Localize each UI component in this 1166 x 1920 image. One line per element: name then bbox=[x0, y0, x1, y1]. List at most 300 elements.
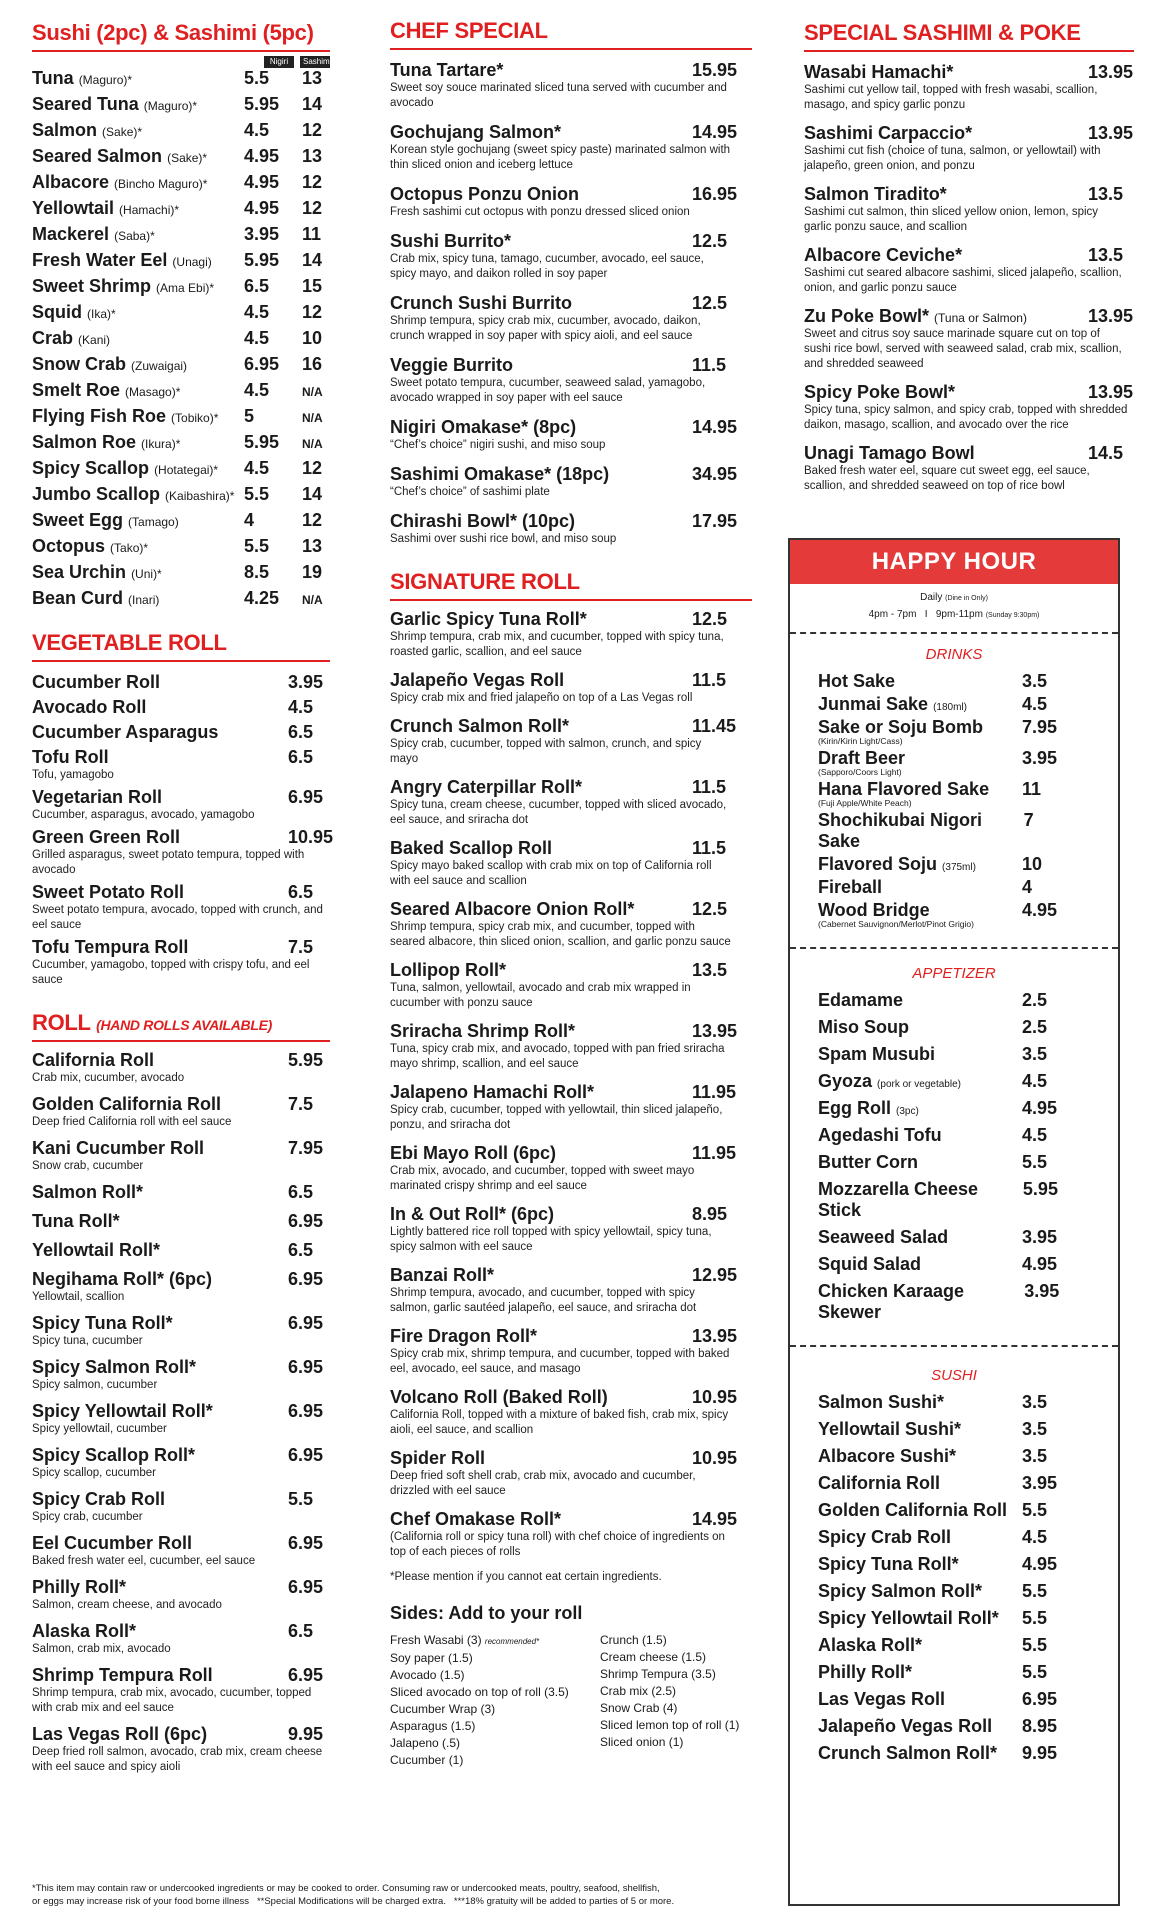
hh-item-name bbox=[818, 1554, 959, 1575]
hh-row bbox=[818, 1473, 1082, 1494]
nigiri-price: 4 bbox=[244, 510, 255, 530]
vegetable-roll-item bbox=[32, 722, 330, 743]
hh-item-name bbox=[818, 1281, 1024, 1323]
hh-item-name-text: Mozzarella Cheese Stick bbox=[818, 1179, 979, 1220]
hh-item-name-text: Hana Flavored Sake bbox=[818, 779, 990, 799]
hh-item-name-text: Edamame bbox=[818, 990, 904, 1010]
hh-row bbox=[818, 1152, 1082, 1173]
item-name-text: Tofu Tempura Roll bbox=[32, 937, 189, 957]
sushi-name bbox=[32, 380, 244, 401]
item-name bbox=[390, 464, 609, 485]
item-description: Yellowtail, scallion bbox=[32, 1291, 125, 1303]
hh-item-price: 5.5 bbox=[1022, 1581, 1048, 1601]
hh-item-name-text: Chicken Karaage Skewer bbox=[818, 1281, 965, 1322]
item-row bbox=[390, 60, 752, 81]
item-name bbox=[390, 293, 572, 314]
special-sashimi-item bbox=[804, 443, 1134, 494]
item-price: 12.95 bbox=[692, 1265, 738, 1285]
roll-item bbox=[32, 1533, 330, 1569]
item-price: 11.5 bbox=[692, 838, 727, 858]
item-name-text: Sushi Burrito* bbox=[390, 231, 512, 251]
hh-sushi-item bbox=[818, 1689, 1082, 1710]
chef-special-item bbox=[390, 417, 752, 453]
sushi-name bbox=[32, 94, 244, 115]
item-name-text: Albacore Ceviche* bbox=[804, 245, 963, 265]
hh-item-name-text: Wood Bridge bbox=[818, 900, 930, 920]
item-name bbox=[804, 443, 975, 464]
happy-hour-schedule bbox=[790, 584, 1118, 624]
hh-item-name-text: Golden California Roll bbox=[818, 1500, 1008, 1520]
item-row bbox=[32, 1665, 330, 1686]
sashimi-price: 13 bbox=[302, 146, 323, 166]
sushi-name-text: Spicy Scallop bbox=[32, 458, 150, 478]
hh-item-price: 7.95 bbox=[1022, 717, 1058, 737]
roll-item bbox=[32, 1050, 330, 1086]
hh-row bbox=[818, 1392, 1082, 1413]
recommended-note: recommended* bbox=[484, 1637, 540, 1646]
sushi-japanese-name: (Sake)* bbox=[167, 151, 208, 165]
hh-row bbox=[818, 1179, 1082, 1221]
divider bbox=[790, 1345, 1118, 1347]
hh-item-name bbox=[818, 1254, 921, 1275]
item-price: 6.95 bbox=[288, 787, 324, 807]
hh-row bbox=[818, 877, 1082, 898]
signature-roll-item bbox=[390, 777, 752, 828]
item-price: 6.5 bbox=[288, 1182, 314, 1202]
hh-row bbox=[818, 1689, 1082, 1710]
hh-sushi-item bbox=[818, 1581, 1082, 1602]
sushi-name bbox=[32, 432, 244, 453]
side-item-text: Cucumber (1) bbox=[390, 1753, 464, 1767]
hh-item-name-text: Butter Corn bbox=[818, 1152, 918, 1172]
item-name-text: Jalapeño Vegas Roll bbox=[390, 670, 565, 690]
item-name bbox=[390, 1265, 494, 1286]
item-name bbox=[32, 1182, 143, 1203]
item-name-text: Spicy Salmon Roll* bbox=[32, 1357, 197, 1377]
item-name-text: Cucumber Roll bbox=[32, 672, 161, 692]
item-description: Sashimi cut salmon, thin sliced yellow onion, lemon, spicy garlic ponzu sauce, and scallion bbox=[804, 206, 1099, 233]
vegetable-roll-item bbox=[32, 882, 330, 933]
item-name-text: Octopus Ponzu Onion bbox=[390, 184, 579, 204]
item-row bbox=[390, 293, 752, 314]
sushi-name bbox=[32, 588, 244, 609]
item-row bbox=[32, 1269, 330, 1290]
item-name bbox=[390, 1021, 575, 1042]
side-item: Sliced onion (1) bbox=[600, 1735, 684, 1749]
hh-item-price: 4.95 bbox=[1022, 1254, 1058, 1274]
hh-row bbox=[818, 900, 1082, 921]
item-price: 6.5 bbox=[288, 722, 314, 742]
hh-item-name bbox=[818, 877, 882, 898]
sushi-row bbox=[32, 68, 330, 94]
item-row bbox=[32, 1533, 330, 1554]
item-name-text: Vegetarian Roll bbox=[32, 787, 163, 807]
item-row bbox=[32, 672, 330, 693]
roll-item bbox=[32, 1240, 330, 1261]
item-description: Sweet and citrus soy sauce marinade square cut on top of sushi rice bowl, served with seaweed salad, crab mix, scallion, and shredded seaweed bbox=[804, 328, 1122, 370]
item-name-text: Kani Cucumber Roll bbox=[32, 1138, 205, 1158]
sushi-japanese-name: (Kaibashira)* bbox=[165, 489, 235, 503]
hh-row bbox=[818, 1419, 1082, 1440]
hh-sushi-list bbox=[790, 1392, 1118, 1764]
signature-roll-item bbox=[390, 609, 752, 660]
item-description: Deep fried soft shell crab, crab mix, avocado and cucumber, drizzled with eel sauce bbox=[390, 1470, 696, 1497]
nigiri-price: 4.5 bbox=[244, 120, 270, 140]
item-name bbox=[390, 960, 506, 981]
sushi-name-text: Smelt Roe bbox=[32, 380, 121, 400]
sushi-row bbox=[32, 510, 330, 536]
hh-item-price: 4.5 bbox=[1022, 1125, 1048, 1145]
item-name-text: Sashimi Carpaccio* bbox=[804, 123, 973, 143]
side-item bbox=[390, 1632, 600, 1650]
sashimi-price: N/A bbox=[302, 593, 323, 607]
item-name-text: Eel Cucumber Roll bbox=[32, 1533, 193, 1553]
item-row bbox=[390, 464, 752, 485]
side-item: Shrimp Tempura (3.5) bbox=[600, 1667, 716, 1681]
appetizer-item bbox=[818, 1281, 1082, 1323]
item-name bbox=[32, 1313, 173, 1334]
item-name bbox=[32, 1269, 212, 1290]
hh-item-note: (Fuji Apple/White Peach) bbox=[818, 798, 912, 808]
appetizer-item bbox=[818, 1017, 1082, 1038]
item-description: Snow crab, cucumber bbox=[32, 1160, 144, 1172]
item-row bbox=[390, 777, 752, 798]
item-price: 13.95 bbox=[1088, 382, 1134, 402]
item-name bbox=[390, 1387, 608, 1408]
item-price: 13.95 bbox=[692, 1326, 738, 1346]
appetizer-item bbox=[818, 1152, 1082, 1173]
item-price: 6.95 bbox=[288, 1211, 324, 1231]
roll-item bbox=[32, 1724, 330, 1775]
item-price: 6.5 bbox=[288, 1621, 314, 1641]
item-price: 13.5 bbox=[692, 960, 728, 980]
side-item bbox=[390, 1735, 600, 1752]
item-price: 14.95 bbox=[692, 417, 738, 437]
item-description: Salmon, cream cheese, and avocado bbox=[32, 1599, 222, 1611]
item-price: 14.5 bbox=[1088, 443, 1124, 463]
sushi-name bbox=[32, 536, 244, 557]
happy-hour-daily bbox=[790, 590, 1118, 607]
item-name bbox=[32, 827, 180, 848]
signature-roll-item bbox=[390, 716, 752, 767]
item-price: 10.95 bbox=[692, 1387, 738, 1407]
item-description: Shrimp tempura, avocado, and cucumber, topped with spicy salmon, garlic sautéed jalapeño, eel sauce, and sriracha dot bbox=[390, 1287, 697, 1314]
hh-sushi-item bbox=[818, 1716, 1082, 1737]
hh-item-sub: (3pc) bbox=[896, 1106, 919, 1117]
item-row bbox=[32, 1401, 330, 1422]
hh-item-name-text: Crunch Salmon Roll* bbox=[818, 1743, 998, 1763]
sushi-japanese-name: (Maguro)* bbox=[143, 99, 198, 113]
item-price: 7.95 bbox=[288, 1138, 324, 1158]
appetizer-list bbox=[790, 990, 1118, 1323]
roll-item bbox=[32, 1269, 330, 1305]
nigiri-price: 5.95 bbox=[244, 94, 280, 114]
sashimi-price: 12 bbox=[302, 172, 323, 192]
hh-item-price: 4 bbox=[1022, 877, 1033, 897]
hh-item-name bbox=[818, 717, 983, 738]
item-name bbox=[390, 777, 582, 798]
item-name bbox=[32, 1094, 221, 1115]
item-row bbox=[32, 937, 330, 958]
sushi-row bbox=[32, 380, 330, 406]
item-name-text: Tuna Roll* bbox=[32, 1211, 120, 1231]
sushi-japanese-name: (Maguro)* bbox=[78, 73, 133, 87]
sushi-japanese-name: (Ikura)* bbox=[141, 437, 181, 451]
item-name-text: Baked Scallop Roll bbox=[390, 838, 553, 858]
hh-item-name-text: Draft Beer bbox=[818, 748, 906, 768]
side-item: Crab mix (2.5) bbox=[600, 1684, 677, 1698]
item-price: 7.5 bbox=[288, 1094, 314, 1114]
sashimi-price: 10 bbox=[302, 328, 323, 348]
item-row bbox=[32, 1724, 330, 1745]
hh-item-name bbox=[818, 990, 903, 1011]
item-row bbox=[804, 62, 1134, 83]
item-row bbox=[804, 382, 1134, 403]
item-row bbox=[390, 1021, 752, 1042]
sushi-name bbox=[32, 172, 244, 193]
hh-row bbox=[818, 1098, 1082, 1119]
item-description: Deep fried California roll with eel sauce bbox=[32, 1116, 232, 1128]
item-price: 6.95 bbox=[288, 1577, 324, 1597]
hh-item-price: 4.95 bbox=[1022, 1554, 1058, 1574]
hh-item-name-text: Egg Roll bbox=[818, 1098, 891, 1118]
sashimi-header: Sashimi bbox=[300, 56, 330, 68]
sushi-name bbox=[32, 328, 244, 349]
special-sashimi-title: SPECIAL SASHIMI & POKE bbox=[804, 20, 1134, 52]
item-name bbox=[390, 1082, 594, 1103]
hh-item-name bbox=[818, 854, 976, 875]
sushi-name-text: Jumbo Scallop bbox=[32, 484, 161, 504]
item-name bbox=[390, 1448, 485, 1469]
footer-line-2: or eggs may increase risk of your food borne illness **Special Modifications will be charged extra. ***18% gratuity will be added to parties of 5 or more. bbox=[32, 1896, 675, 1907]
hh-item-name bbox=[818, 1152, 918, 1173]
side-item: Snow Crab (4) bbox=[600, 1701, 678, 1715]
sushi-japanese-name: (Hotategai)* bbox=[154, 463, 219, 477]
hh-item-name-text: Spicy Yellowtail Roll* bbox=[818, 1608, 999, 1628]
sushi-name-text: Salmon Roe bbox=[32, 432, 137, 452]
hh-item-price: 3.5 bbox=[1022, 1392, 1048, 1412]
sashimi-price: 11 bbox=[302, 224, 322, 244]
hh-item-name bbox=[818, 1446, 956, 1467]
nigiri-price: 5 bbox=[244, 406, 255, 426]
appetizer-item bbox=[818, 1254, 1082, 1275]
item-row bbox=[32, 1357, 330, 1378]
hh-item-name-text: Sake or Soju Bomb bbox=[818, 717, 984, 737]
sushi-name-text: Sea Urchin bbox=[32, 562, 127, 582]
nigiri-price: 4.5 bbox=[244, 302, 270, 322]
item-price: 11.5 bbox=[692, 355, 727, 375]
item-name bbox=[390, 184, 579, 205]
signature-roll-item bbox=[390, 670, 752, 706]
item-row bbox=[32, 1240, 330, 1261]
item-price: 13.5 bbox=[1088, 184, 1124, 204]
drinks-list bbox=[790, 671, 1118, 929]
item-name-text: Angry Caterpillar Roll* bbox=[390, 777, 583, 797]
item-name-text: Crunch Sushi Burrito bbox=[390, 293, 573, 313]
item-description: Spicy crab mix, shrimp tempura, and cucumber, topped with baked eel, avocado, eel sauce, and masago bbox=[390, 1348, 730, 1375]
item-description: Sashimi cut yellow tail, topped with fresh wasabi, scallion, masago, and spicy garlic ponzu bbox=[804, 84, 1098, 111]
item-price: 6.5 bbox=[288, 1240, 314, 1260]
hh-item-name-text: Spicy Salmon Roll* bbox=[818, 1581, 983, 1601]
hh-item-price: 7 bbox=[1023, 810, 1034, 830]
sushi-row bbox=[32, 536, 330, 562]
item-row bbox=[390, 1265, 752, 1286]
sashimi-price: N/A bbox=[302, 437, 323, 451]
item-description: Spicy mayo baked scallop with crab mix on top of California roll with eel sauce and scallion bbox=[390, 860, 712, 887]
sushi-name bbox=[32, 354, 244, 375]
nigiri-price: 4.95 bbox=[244, 198, 280, 218]
chef-special-item bbox=[390, 231, 752, 282]
hh-item-sub: (180ml) bbox=[933, 702, 967, 713]
item-row bbox=[390, 1509, 752, 1530]
hh-row bbox=[818, 1071, 1082, 1092]
item-description: Tuna, spicy crab mix, and avocado, topped with pan fried sriracha mayo shrimp, scallion, and eel sauce bbox=[390, 1043, 725, 1070]
sushi-japanese-name: (Ika)* bbox=[87, 307, 116, 321]
item-name bbox=[32, 882, 184, 903]
sides-grid bbox=[390, 1632, 752, 1769]
special-sashimi-item bbox=[804, 306, 1134, 372]
sushi-name bbox=[32, 224, 244, 245]
sushi-name-text: Snow Crab bbox=[32, 354, 127, 374]
sushi-row bbox=[32, 276, 330, 302]
sushi-name-text: Seared Tuna bbox=[32, 94, 139, 114]
hh-row bbox=[818, 779, 1082, 800]
sushi-japanese-name: (Masago)* bbox=[125, 385, 181, 399]
hh-item-price: 4.5 bbox=[1022, 1527, 1048, 1547]
drink-item bbox=[818, 748, 1082, 777]
item-row bbox=[32, 1621, 330, 1642]
item-description: Deep fried roll salmon, avocado, crab mix, cream cheese with eel sauce and spicy aioli bbox=[32, 1746, 323, 1773]
item-description: Sweet soy souce marinated sliced tuna served with cucumber and avocado bbox=[390, 82, 727, 109]
drink-item bbox=[818, 694, 1082, 715]
sushi-name-text: Bean Curd bbox=[32, 588, 124, 608]
appetizer-item bbox=[818, 1179, 1082, 1221]
item-row bbox=[390, 899, 752, 920]
drink-item bbox=[818, 810, 1082, 852]
item-description: Sweet potato tempura, avocado, topped with crunch, and eel sauce bbox=[32, 904, 323, 931]
signature-roll-item bbox=[390, 1448, 752, 1499]
chef-special-list bbox=[390, 60, 752, 547]
roll-item bbox=[32, 1182, 330, 1203]
item-price: 12.5 bbox=[692, 293, 728, 313]
sushi-japanese-name: (Sake)* bbox=[102, 125, 143, 139]
item-row bbox=[390, 1387, 752, 1408]
item-name bbox=[390, 838, 552, 859]
side-item-text: Asparagus (1.5) bbox=[390, 1719, 476, 1733]
item-name bbox=[32, 1577, 126, 1598]
sushi-name-text: Seared Salmon bbox=[32, 146, 163, 166]
item-name-text: Garlic Spicy Tuna Roll* bbox=[390, 609, 587, 629]
hh-sushi-item bbox=[818, 1392, 1082, 1413]
item-name bbox=[32, 1211, 120, 1232]
roll-item bbox=[32, 1138, 330, 1174]
hh-item-name bbox=[818, 1716, 992, 1737]
sushi-japanese-name: (Saba)* bbox=[114, 229, 155, 243]
nigiri-price: 5.5 bbox=[244, 68, 270, 88]
item-name bbox=[32, 1665, 213, 1686]
sashimi-price: N/A bbox=[302, 385, 323, 399]
item-name bbox=[390, 60, 503, 81]
sushi-row bbox=[32, 224, 330, 250]
item-name-text: Crunch Salmon Roll* bbox=[390, 716, 570, 736]
hh-item-name-text: Yellowtail Sushi* bbox=[818, 1419, 962, 1439]
roll-title-text: ROLL bbox=[32, 1010, 91, 1035]
item-row bbox=[390, 1204, 752, 1225]
sashimi-price: 12 bbox=[302, 302, 323, 322]
item-description: Sashimi cut seared albacore sashimi, sliced jalapeño, scallion, onion, and garlic ponzu sauce bbox=[804, 267, 1122, 294]
hh-sushi-item bbox=[818, 1473, 1082, 1494]
sushi-name bbox=[32, 146, 244, 167]
hh-sushi-item bbox=[818, 1527, 1082, 1548]
vegetable-roll-item bbox=[32, 672, 330, 693]
roll-item bbox=[32, 1357, 330, 1393]
item-name-text: Ebi Mayo Roll (6pc) bbox=[390, 1143, 557, 1163]
item-name-text: Veggie Burrito bbox=[390, 355, 514, 375]
item-name bbox=[804, 123, 972, 144]
happy-hour-times bbox=[790, 607, 1118, 624]
item-name bbox=[390, 670, 564, 691]
item-description: Baked fresh water eel, square cut sweet egg, eel sauce, scallion, and shredded seaweed on top of rice bowl bbox=[804, 465, 1090, 492]
item-row bbox=[390, 184, 752, 205]
item-row bbox=[390, 960, 752, 981]
item-price: 17.95 bbox=[692, 511, 738, 531]
hh-item-name bbox=[818, 1071, 961, 1092]
sushi-japanese-name: (Unagi) bbox=[172, 255, 212, 269]
item-name-text: Banzai Roll* bbox=[390, 1265, 495, 1285]
signature-roll-list bbox=[390, 609, 752, 1560]
hh-item-name bbox=[818, 1635, 922, 1656]
hh-sushi-item bbox=[818, 1419, 1082, 1440]
item-row bbox=[804, 123, 1134, 144]
item-description: “Chef’s choice” of sashimi plate bbox=[390, 486, 550, 498]
nigiri-header: Nigiri bbox=[264, 56, 294, 68]
hh-sushi-item bbox=[818, 1743, 1082, 1764]
sashimi-price: 13 bbox=[302, 536, 323, 556]
hh-item-name bbox=[818, 900, 930, 921]
sashimi-price: N/A bbox=[302, 411, 323, 425]
item-description: Cucumber, yamagobo, topped with crispy tofu, and eel sauce bbox=[32, 959, 310, 986]
item-row bbox=[390, 231, 752, 252]
hh-item-price: 4.95 bbox=[1022, 1098, 1058, 1118]
item-name-text: Spicy Yellowtail Roll* bbox=[32, 1401, 213, 1421]
item-price: 6.95 bbox=[288, 1665, 324, 1685]
drinks-title: DRINKS bbox=[925, 646, 983, 663]
drink-item bbox=[818, 900, 1082, 929]
item-name-text: Spicy Crab Roll bbox=[32, 1489, 166, 1509]
hh-item-sub: (pork or vegetable) bbox=[877, 1079, 961, 1090]
item-name-text: Gochujang Salmon* bbox=[390, 122, 562, 142]
sushi-name-text: Flying Fish Roe bbox=[32, 406, 167, 426]
sashimi-price: 14 bbox=[302, 484, 323, 504]
hh-row bbox=[818, 810, 1082, 852]
hh-item-price: 3.5 bbox=[1022, 1419, 1048, 1439]
appetizer-title: APPETIZER bbox=[912, 965, 996, 982]
hh-row bbox=[818, 1500, 1082, 1521]
sushi-name-text: Sweet Egg bbox=[32, 510, 124, 530]
item-price: 12.5 bbox=[692, 899, 728, 919]
signature-roll-item bbox=[390, 1082, 752, 1133]
sushi-name bbox=[32, 68, 244, 89]
item-name-text: Shrimp Tempura Roll bbox=[32, 1665, 213, 1685]
chef-special-item bbox=[390, 60, 752, 111]
dine-in-note: (Dine in Only) bbox=[945, 595, 988, 602]
item-row bbox=[804, 443, 1134, 464]
item-description: Spicy scallop, cucumber bbox=[32, 1467, 156, 1479]
sushi-section-title: Sushi (2pc) & Sashimi (5pc) bbox=[32, 20, 330, 52]
sushi-japanese-name: (Kani) bbox=[78, 333, 111, 347]
hh-item-name bbox=[818, 1392, 944, 1413]
side-item-text: Sliced avocado on top of roll (3.5) bbox=[390, 1685, 569, 1699]
